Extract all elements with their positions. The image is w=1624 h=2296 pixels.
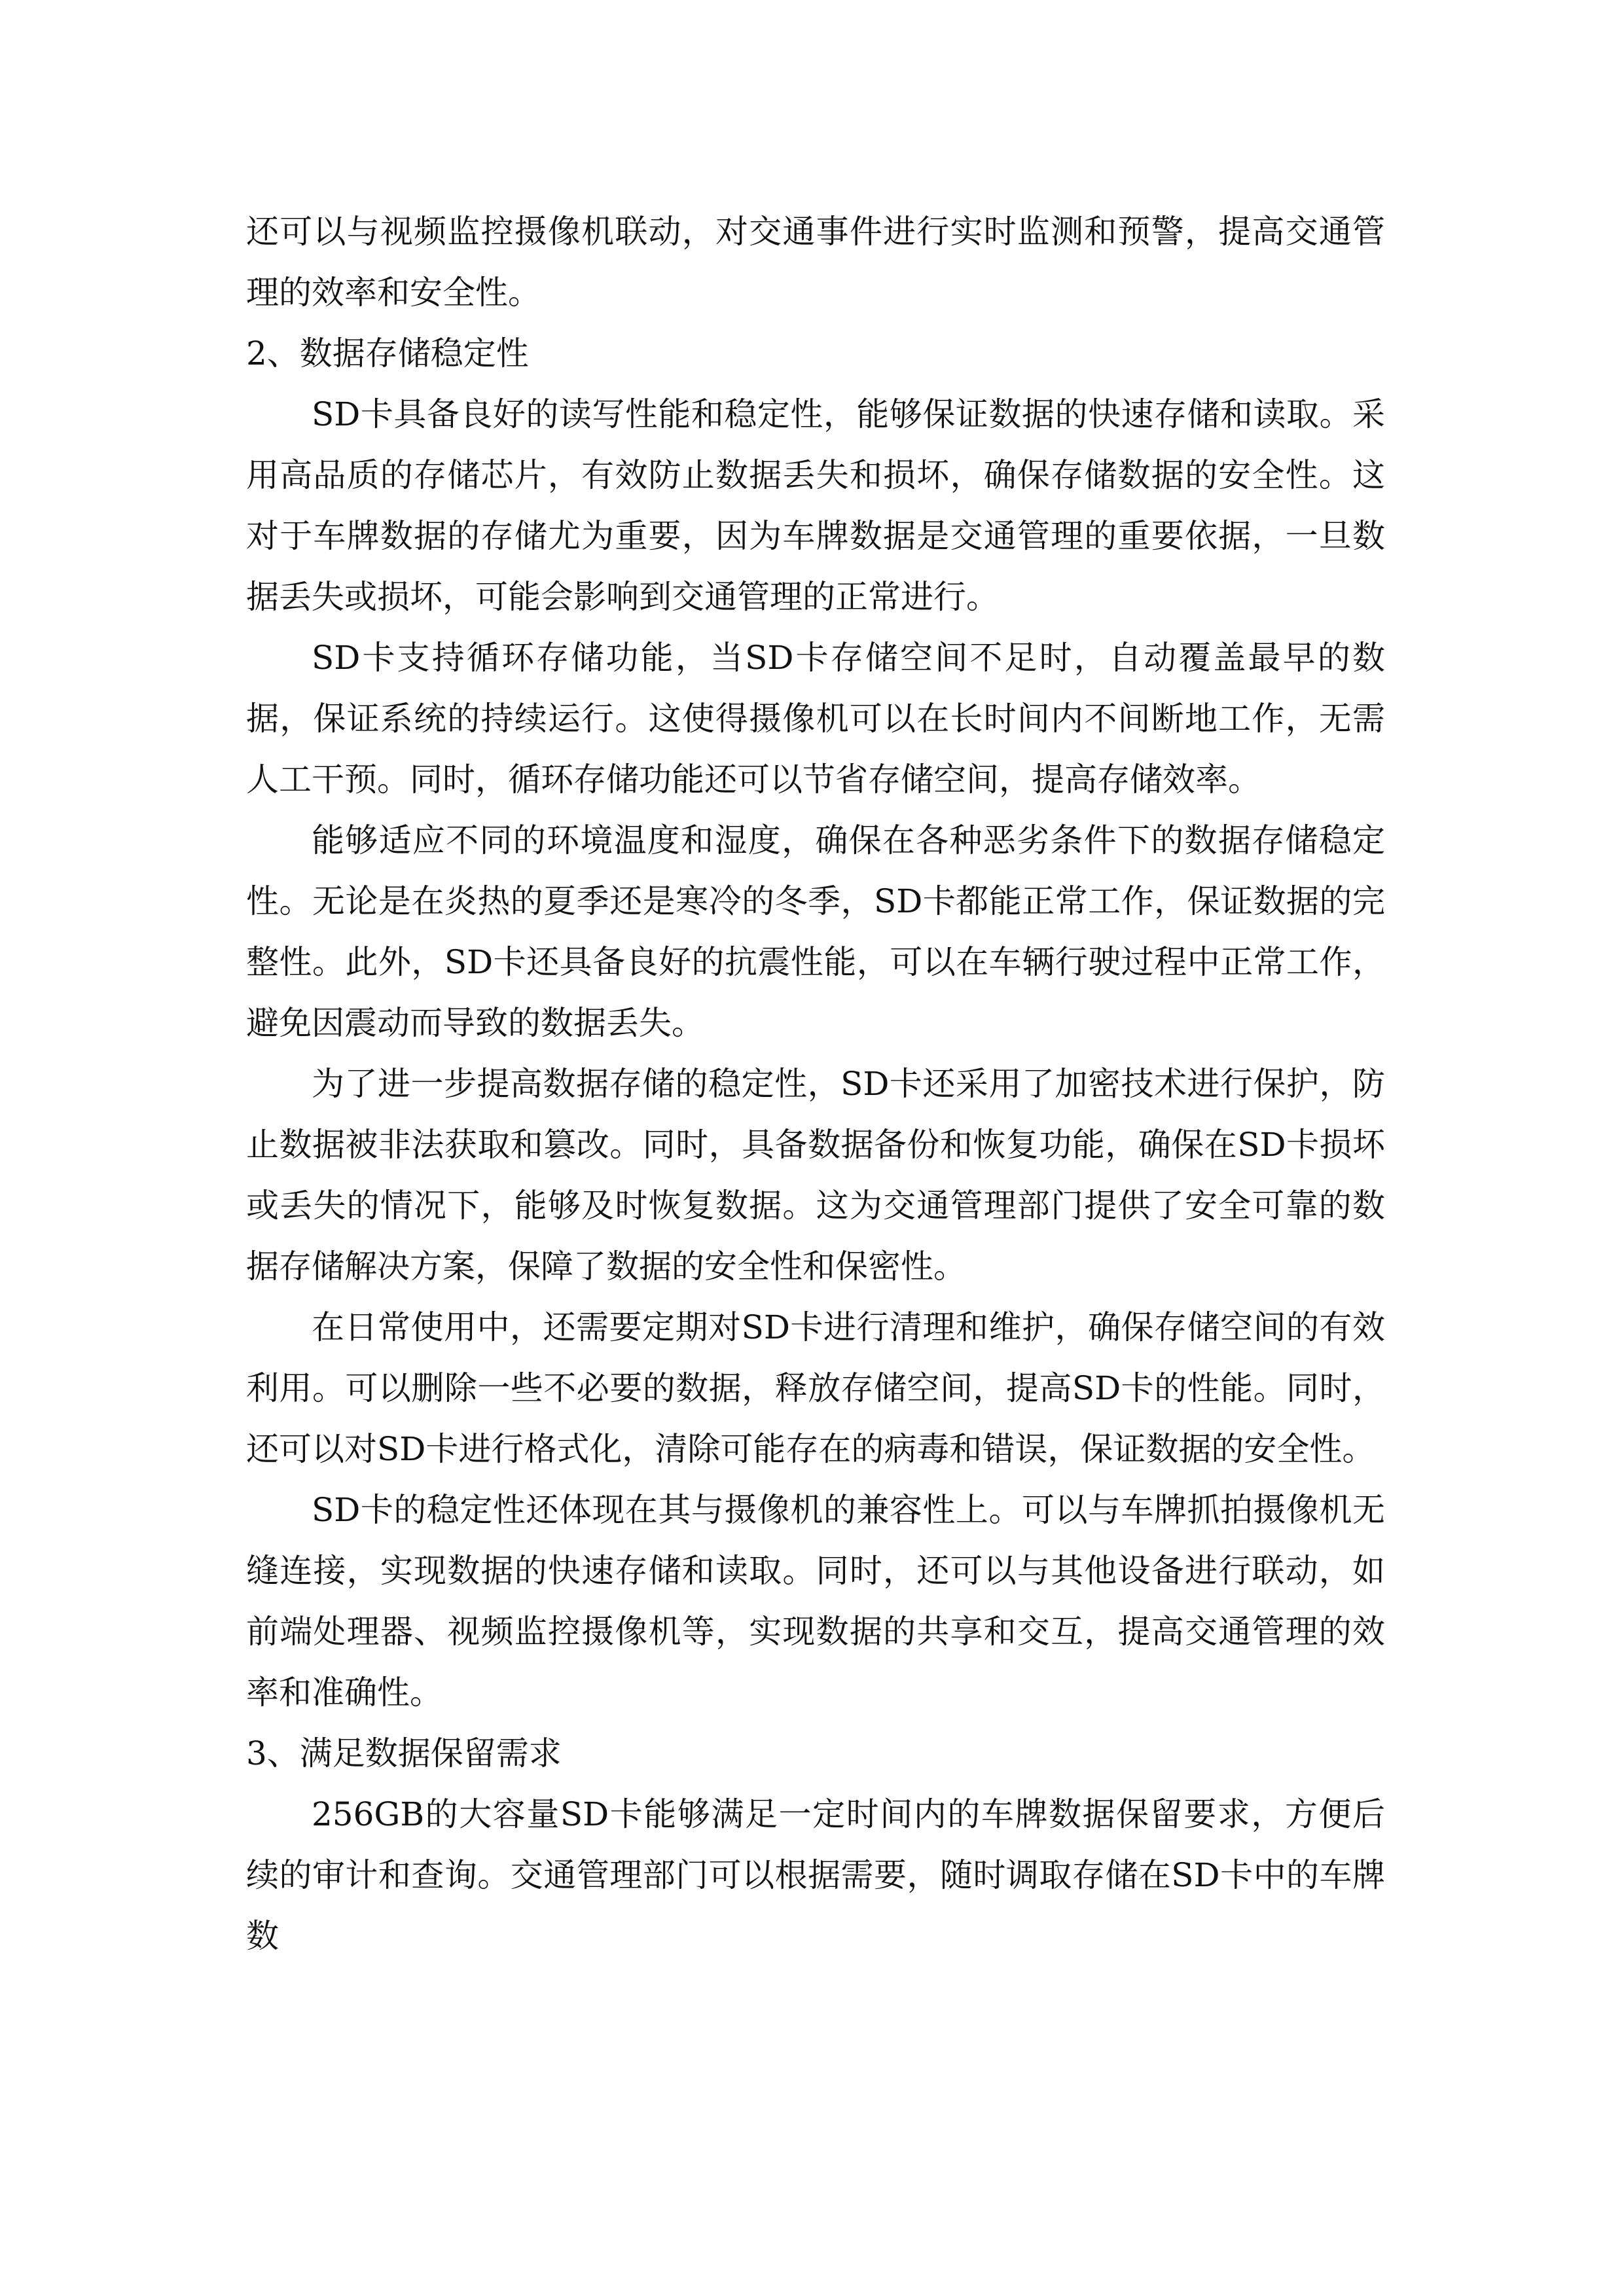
section-heading-data-storage-stability: 2、数据存储稳定性 — [246, 334, 529, 372]
paragraph-continuation: 还可以与视频监控摄像机联动，对交通事件进行实时监测和预警，提高交通管理的效率和安全性。 — [246, 213, 1385, 312]
paragraph: SD卡支持循环存储功能，当SD卡存储空间不足时，自动覆盖最早的数据，保证系统的持续运行。这使得摄像机可以在长时间内不间断地工作，无需人工干预。同时，循环存储功能还可以节省存储空间，提高存储效率。 — [246, 639, 1385, 798]
paragraph: 256GB的大容量SD卡能够满足一定时间内的车牌数据保留要求，方便后续的审计和查询。交通管理部门可以根据需要，随时调取存储在SD卡中的车牌数 — [246, 1795, 1385, 1955]
document-body — [246, 202, 1385, 1967]
section-heading-data-retention: 3、满足数据保留需求 — [246, 1734, 562, 1772]
paragraph: 在日常使用中，还需要定期对SD卡进行清理和维护，确保存储空间的有效利用。可以删除一些不必要的数据，释放存储空间，提高SD卡的性能。同时，还可以对SD卡进行格式化，清除可能存在的病毒和错误，保证数据的安全性。 — [246, 1308, 1385, 1468]
paragraph: 能够适应不同的环境温度和湿度，确保在各种恶劣条件下的数据存储稳定性。无论是在炎热的夏季还是寒冷的冬季，SD卡都能正常工作，保证数据的完整性。此外，SD卡还具备良好的抗震性能，可以在车辆行驶过程中正常工作，避免因震动而导致的数据丢失。 — [246, 821, 1385, 1042]
paragraph: 为了进一步提高数据存储的稳定性，SD卡还采用了加密技术进行保护，防止数据被非法获取和篡改。同时，具备数据备份和恢复功能，确保在SD卡损坏或丢失的情况下，能够及时恢复数据。这为交通管理部门提供了安全可靠的数据存储解决方案，保障了数据的安全性和保密性。 — [246, 1065, 1385, 1285]
paragraph: SD卡的稳定性还体现在其与摄像机的兼容性上。可以与车牌抓拍摄像机无缝连接，实现数据的快速存储和读取。同时，还可以与其他设备进行联动，如前端处理器、视频监控摄像机等，实现数据的共享和交互，提高交通管理的效率和准确性。 — [246, 1491, 1385, 1712]
paragraph: SD卡具备良好的读写性能和稳定性，能够保证数据的快速存储和读取。采用高品质的存储芯片，有效防止数据丢失和损坏，确保存储数据的安全性。这对于车牌数据的存储尤为重要，因为车牌数据是交通管理的重要依据，一旦数据丢失或损坏，可能会影响到交通管理的正常进行。 — [246, 395, 1385, 616]
